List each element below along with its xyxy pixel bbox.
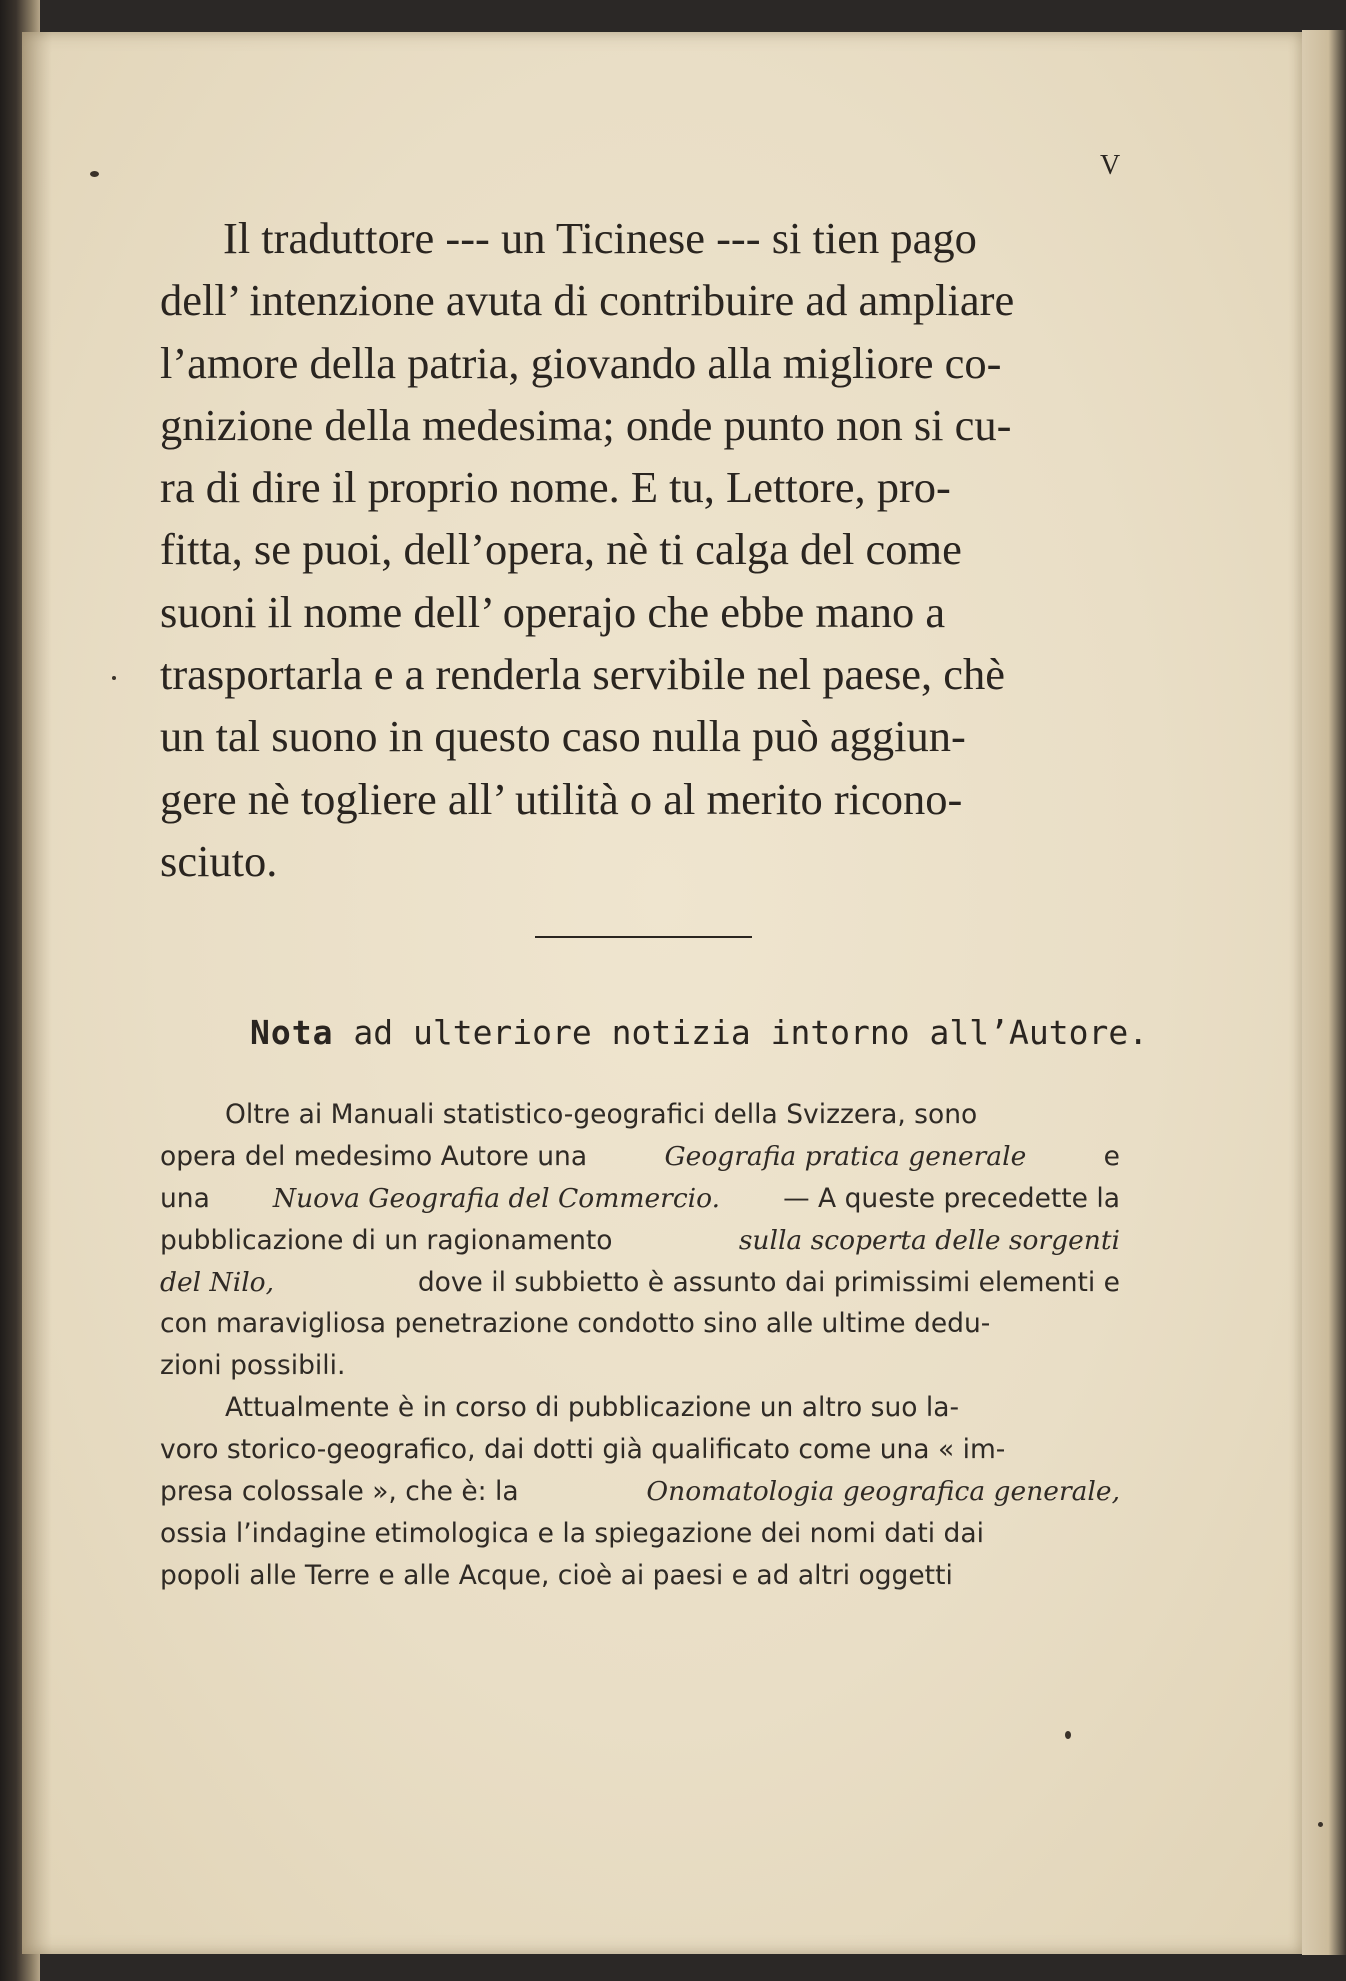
note-heading	[250, 1013, 1148, 1052]
note-text-run: Attualmente è in corso di pubblicazione un altro suo la-	[225, 1392, 960, 1424]
text-line: dell’ intenzione avuta di contribuire ad ampliare	[160, 275, 1015, 326]
note-line	[160, 1387, 1120, 1429]
paper-speck	[112, 676, 116, 680]
book-title: Geografia pratica generale	[664, 1140, 1027, 1172]
note-line	[160, 1513, 1120, 1555]
book-title: Onomatologia geografica generale,	[646, 1476, 1120, 1508]
note-line	[160, 1262, 1120, 1304]
text-line: ra di dire il proprio nome. E tu, Lettore, pro-	[160, 462, 951, 513]
page-edge	[1302, 30, 1346, 1955]
note-text-run: pubblicazione di un ragionamento	[160, 1224, 613, 1256]
note-text-run: una	[160, 1182, 210, 1214]
note-lead: Nota	[250, 1013, 334, 1052]
note-line	[160, 1345, 1120, 1387]
note-line	[160, 1555, 1120, 1597]
page-number: V	[1100, 150, 1121, 181]
note-text-run: dove il subbietto è assunto dai primissimi elementi e	[417, 1266, 1120, 1298]
note-text-run: popoli alle Terre e alle Acque, cioè ai paesi e ad altri oggetti	[160, 1559, 953, 1591]
text-line: sciuto.	[160, 835, 278, 886]
page-gutter-shadow	[22, 32, 52, 1954]
note-text-run: voro storico-geografico, dai dotti già qualificato come una « im-	[160, 1434, 1006, 1466]
note-text-run: opera del medesimo Autore una	[160, 1140, 588, 1172]
book-title: Nuova Geografia del Commercio.	[272, 1182, 721, 1214]
paper-speck	[1318, 1822, 1323, 1827]
note-line	[160, 1429, 1120, 1471]
note-line	[160, 1178, 1120, 1220]
text-line: l’amore della patria, giovando alla migliore co-	[160, 337, 1002, 388]
text-line: fitta, se puoi, dell’opera, nè ti calga del come	[160, 524, 962, 575]
section-divider	[535, 936, 752, 938]
book-title: del Nilo,	[160, 1266, 275, 1298]
note-text-run: presa colossale », che è: la	[160, 1476, 519, 1508]
text-line: gere nè togliere all’ utilità o al merito ricono-	[160, 773, 963, 824]
note-text-run: con maravigliosa penetrazione condotto sino alle ultime dedu-	[160, 1308, 991, 1340]
paper-speck	[1065, 1731, 1071, 1739]
text-line: un tal suono in questo caso nulla può aggiun-	[160, 711, 966, 762]
book-title: sulla scoperta delle sorgenti	[738, 1224, 1120, 1256]
note-text-run: e	[1103, 1140, 1120, 1172]
text-line: trasportarla e a renderla servibile nel paese, chè	[160, 649, 1006, 700]
note-text-run: zioni possibili.	[160, 1350, 346, 1382]
note-line	[160, 1094, 1120, 1136]
note-text-run: ossia l’indagine etimologica e la spiegazione dei nomi dati dai	[160, 1517, 984, 1549]
note-line	[160, 1220, 1120, 1262]
note-heading-text: ad ulteriore notizia intorno all’Autore.	[353, 1013, 1149, 1052]
note-text-run: Oltre ai Manuali statistico-geografici della Svizzera, sono	[225, 1099, 978, 1130]
note-body	[160, 1094, 1120, 1597]
translator-paragraph	[160, 207, 1125, 892]
text-line: Il traduttore --- un Ticinese --- si tien pago	[223, 213, 977, 263]
paper-speck	[90, 171, 99, 177]
note-line	[160, 1136, 1120, 1178]
text-line: suoni il nome dell’ operajo che ebbe mano a	[160, 586, 946, 637]
note-line	[160, 1303, 1120, 1345]
note-line	[160, 1471, 1120, 1513]
text-line: gnizione della medesima; onde punto non si cu-	[160, 399, 1012, 450]
note-text-run: — A queste precedette la	[783, 1182, 1120, 1214]
